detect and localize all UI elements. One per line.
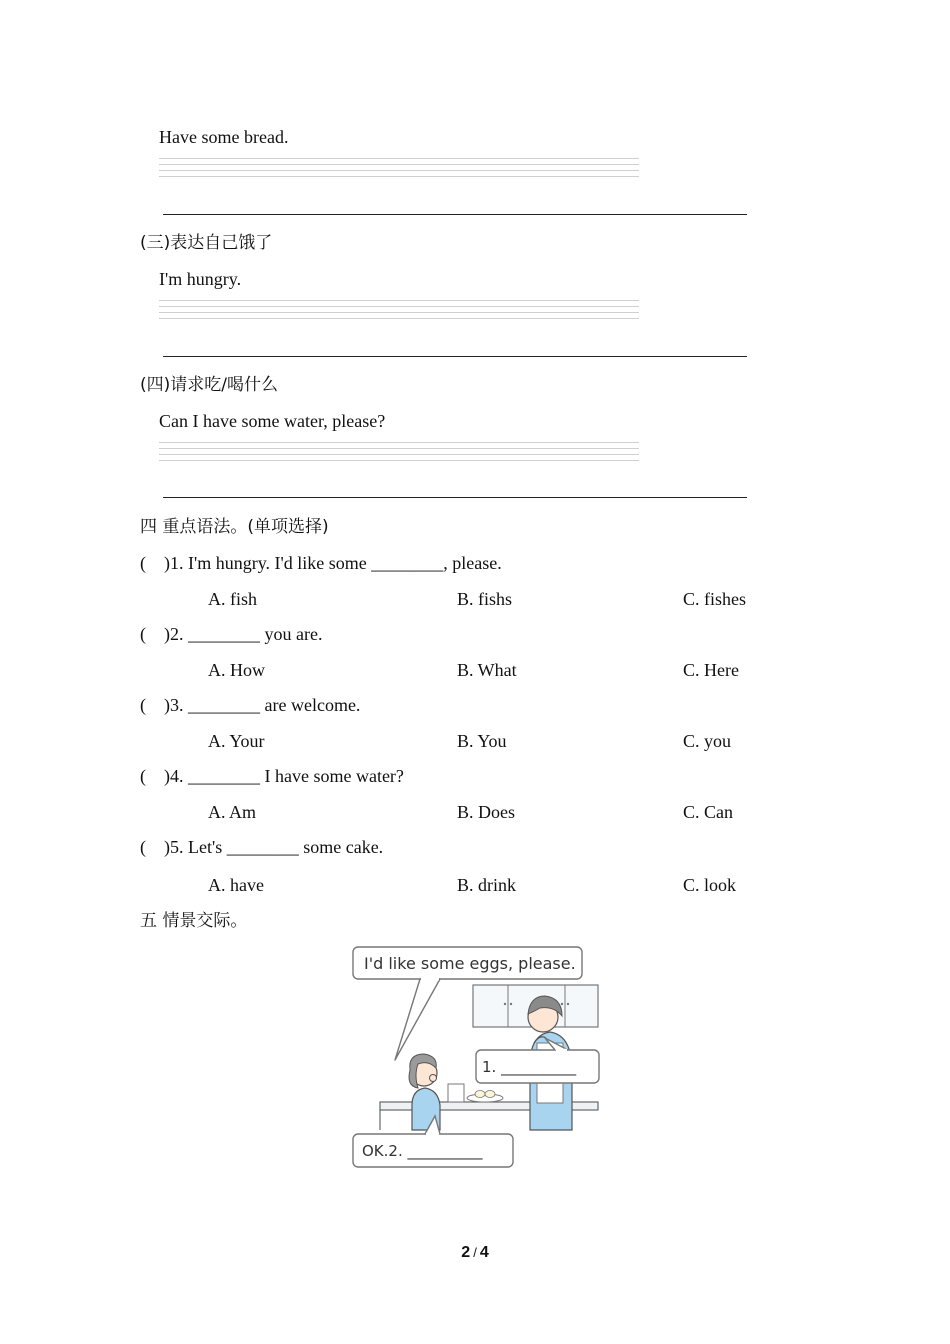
question-2-option-c[interactable]: C. Here [683, 660, 739, 680]
sentence-have-some-bread: Have some bread. [159, 127, 289, 147]
sentence-can-i-have-water: Can I have some water, please? [159, 411, 386, 431]
section-heading-3: (三)表达自己饿了 [140, 233, 273, 253]
question-2-option-b[interactable]: B. What [457, 660, 517, 680]
handwriting-lines [159, 442, 639, 468]
situation-heading: 五 情景交际。 [140, 911, 248, 931]
kitchen-dialogue-illustration [340, 940, 610, 1175]
question-4-option-c[interactable]: C. Can [683, 802, 734, 822]
sentence-im-hungry: I'm hungry. [159, 269, 242, 289]
mother-bubble-text[interactable]: 1. __________ [482, 1058, 577, 1076]
question-4-stem[interactable]: ( )4. ________ I have some water? [140, 766, 404, 786]
handwriting-lines [159, 158, 639, 184]
handwriting-lines [159, 300, 639, 326]
question-5-stem[interactable]: ( )5. Let's ________ some cake. [140, 837, 384, 857]
question-1-option-c[interactable]: C. fishes [683, 589, 746, 609]
page-number: 2 / 4 [461, 1244, 489, 1261]
milk-carton [448, 1084, 464, 1102]
question-2-option-a[interactable]: A. How [208, 660, 265, 680]
question-1-option-a[interactable]: A. fish [208, 589, 257, 609]
question-3-option-a[interactable]: A. Your [208, 731, 265, 751]
bottom-bubble-text[interactable]: OK.2. __________ [362, 1142, 483, 1160]
question-5-option-b[interactable]: B. drink [457, 875, 517, 895]
answer-line[interactable] [163, 214, 747, 215]
question-3-stem[interactable]: ( )3. ________ are welcome. [140, 695, 361, 715]
question-4-option-a[interactable]: A. Am [208, 802, 257, 822]
question-2-stem[interactable]: ( )2. ________ you are. [140, 624, 323, 644]
current-page: 2 [461, 1244, 471, 1261]
question-3-option-c[interactable]: C. you [683, 731, 732, 751]
total-pages: 4 [479, 1244, 489, 1261]
girl-bubble-text: I'd like some eggs, please. [364, 954, 576, 973]
grammar-heading: 四 重点语法。(单项选择) [140, 517, 329, 537]
answer-line[interactable] [163, 356, 747, 357]
question-3-option-b[interactable]: B. You [457, 731, 507, 751]
question-4-option-b[interactable]: B. Does [457, 802, 515, 822]
question-5-option-a[interactable]: A. have [208, 875, 264, 895]
answer-line[interactable] [163, 497, 747, 498]
question-1-option-b[interactable]: B. fishs [457, 589, 513, 609]
question-5-option-c[interactable]: C. look [683, 875, 737, 895]
section-heading-4: (四)请求吃/喝什么 [140, 375, 278, 395]
question-1-stem[interactable]: ( )1. I'm hungry. I'd like some ________, please. [140, 553, 502, 573]
